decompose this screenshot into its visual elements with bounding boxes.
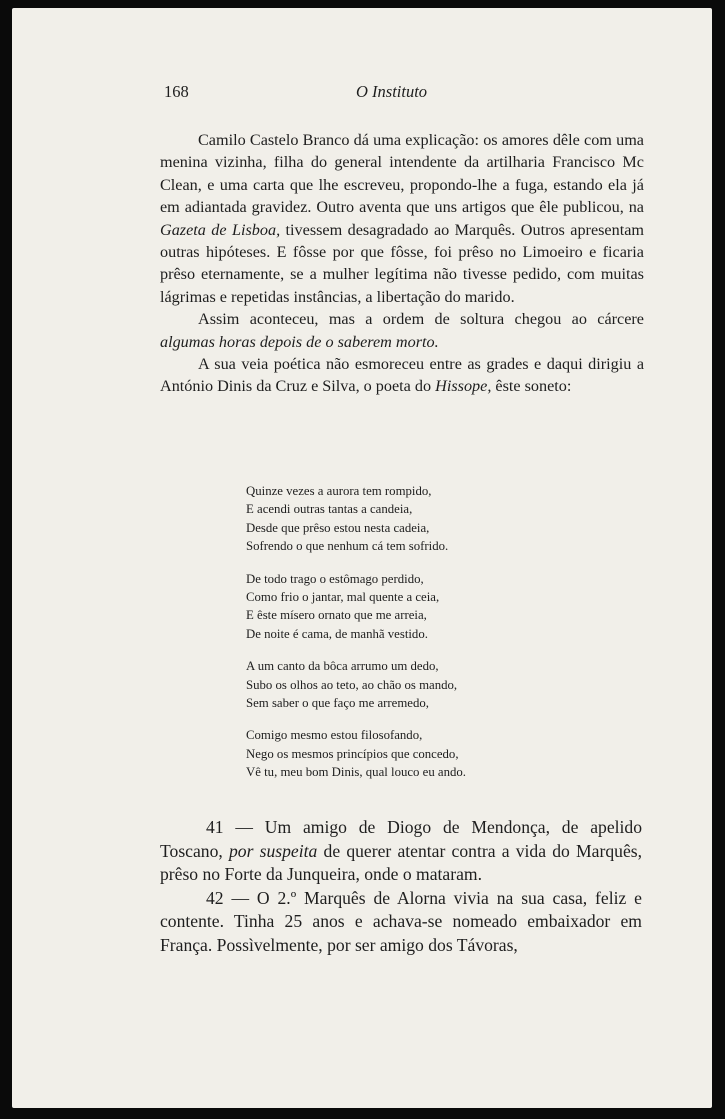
work-title: Hissope, [435,377,492,396]
note-41: 41 — Um amigo de Diogo de Mendonça, de apelido Toscano, por suspeita de querer atentar contra a vida do Marquês, prêso no Forte da Junqueira, onde o mataram. [160,817,642,885]
verse-line: De noite é cama, de manhã vestido. [246,626,428,641]
note-42: 42 — O 2.º Marquês de Alorna vivia na sua casa, feliz e contente. Tinha 25 anos e achava-se nomeado embaixador em França. Possìvelmente, por ser amigo dos Távoras, [160,887,642,955]
verse-line: Nego os mesmos princípios que concedo, [246,746,459,761]
book-page [12,8,712,1108]
stanza [246,657,546,712]
publication-title: Gazeta de Lisboa, [160,220,281,239]
italic-phrase: por suspeita [228,840,318,861]
verse-line: Como frio o jantar, mal quente a ceia, [246,590,440,605]
notes-section [160,816,642,958]
verse-line: A um canto da bôca arrumo um dedo, [246,659,439,674]
running-title: O Instituto [356,82,428,101]
sonnet [246,482,546,796]
verse-line: Subo os olhos ao teto, ao chão os mando, [246,677,458,692]
verse-line: Desde que prêso estou nesta cadeia, [246,520,430,535]
verse-line: Comigo mesmo estou filosofando, [246,728,423,743]
italic-phrase: algumas horas depois de o saberem morto. [160,332,439,351]
verse-line: E êste mísero ornato que me arreia, [246,608,427,623]
stanza [246,726,546,781]
paragraph: Camilo Castelo Branco dá uma explicação: os amores dêle com uma menina vizinha, filha do general intendente da artilharia Francisco Mc Clean, e uma carta que lhe escreveu, propondo-lhe a fuga, estando ela já em adiantada gravidez. Outro aventa que uns artigos que êle publicou, na Gazeta de Lisboa, tivessem desagradado ao Marquês. Outros apresentam outras hipóteses. E fôsse por que fôsse, foi prêso no Limoeiro e ficaria prêso eternamente, se a mulher legítima não tivesse pedido, com muitas lágrimas e repetidas instâncias, a libertação do marido. [160,131,644,306]
verse-line: Vê tu, meu bom Dinis, qual louco eu ando. [246,765,466,780]
main-text [160,129,644,398]
running-header [12,82,712,106]
stanza [246,482,546,556]
paragraph: Assim aconteceu, mas a ordem de soltura chegou ao cárcere algumas horas depois de o saberem morto. [160,310,644,351]
stanza [246,570,546,644]
paragraph: A sua veia poética não esmoreceu entre as grades e daqui dirigiu a António Dinis da Cruz e Silva, o poeta do Hissope, êste soneto: [160,355,644,396]
verse-line: E acendi outras tantas a candeia, [246,502,413,517]
verse-line: Quinze vezes a aurora tem rompido, [246,484,432,498]
verse-line: De todo trago o estômago perdido, [246,571,424,586]
verse-line: Sem saber o que faço me arremedo, [246,696,429,711]
page-number: 168 [164,82,189,101]
verse-line: Sofrendo o que nenhum cá tem sofrido. [246,539,449,554]
